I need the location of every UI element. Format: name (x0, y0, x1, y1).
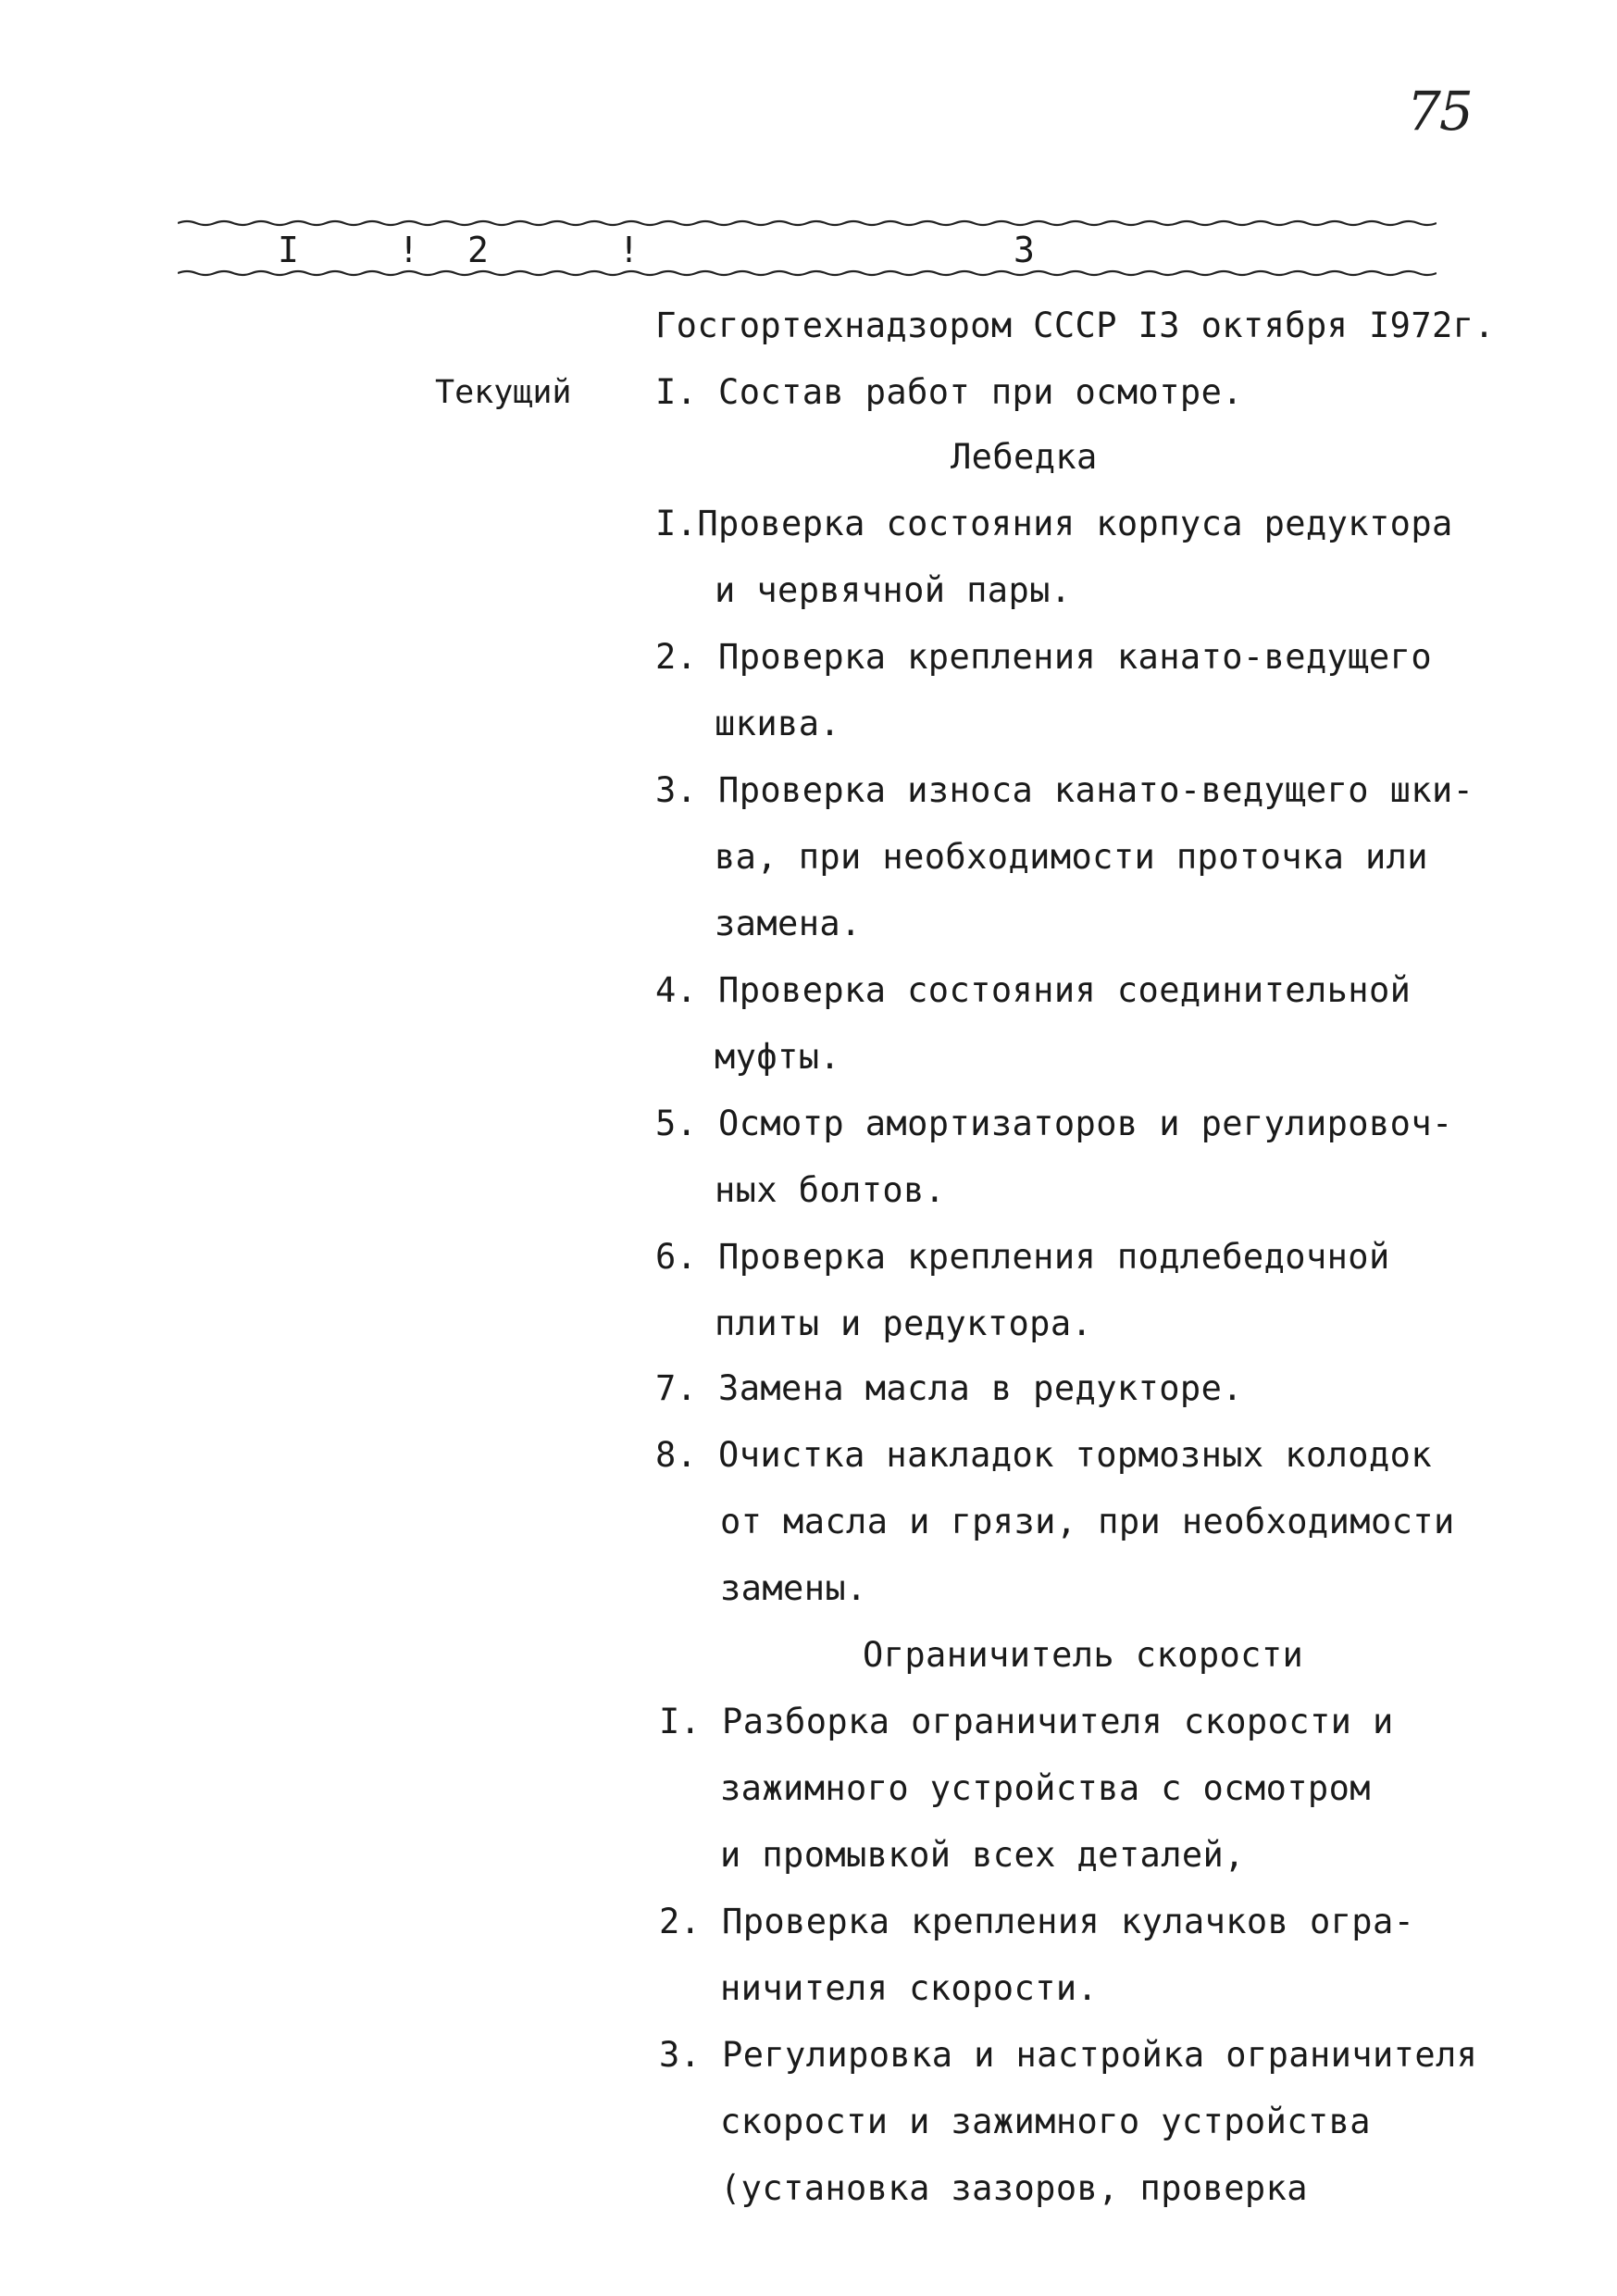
text-line: Госгортехнадзором СССР I3 октября I972г. (655, 306, 1496, 345)
header-separator-1: ! (398, 230, 419, 270)
list-item-continuation: ва, при необходимости проточка или (715, 837, 1428, 877)
header-col-1: I (278, 230, 299, 270)
list-item-continuation: ных болтов. (715, 1170, 946, 1210)
header-bottom-rule (178, 268, 1437, 278)
list-item: 3. Проверка износа канато-ведущего шки- (655, 770, 1474, 810)
header-col-3: 3 (1014, 230, 1035, 270)
page-number: 75 (1407, 80, 1472, 143)
list-item-continuation: от масла и грязи, при необходимости (720, 1502, 1455, 1541)
list-item: 4. Проверка состояния соединительной (655, 970, 1412, 1010)
list-item: 8. Очистка накладок тормозных колодок (655, 1435, 1433, 1475)
list-item-continuation: замена. (715, 904, 862, 943)
list-item: I.Проверка состояния корпуса редуктора (655, 504, 1453, 543)
list-item: 2. Проверка крепления кулачков огра- (659, 1902, 1415, 1941)
list-item: 3. Регулировка и настройка ограничителя (659, 2035, 1478, 2075)
list-item: 2. Проверка крепления канато-ведущего (655, 637, 1433, 677)
list-item-continuation: (установка зазоров, проверка (720, 2168, 1308, 2208)
text-line: I. Состав работ при осмотре. (655, 372, 1243, 412)
list-item-continuation: зажимного устройства с осмотром (720, 1768, 1371, 1808)
list-item-continuation: ничителя скорости. (720, 1968, 1099, 2008)
list-item: 5. Осмотр амортизаторов и регулировоч- (655, 1104, 1453, 1143)
list-item-continuation: и промывкой всех деталей, (720, 1835, 1245, 1875)
section-heading-speed-limiter: Ограничитель скорости (863, 1635, 1304, 1675)
list-item-continuation: замены. (720, 1568, 867, 1608)
section-heading-winch: Лебедка (951, 437, 1098, 477)
list-item: 7. Замена масла в редукторе. (655, 1368, 1243, 1408)
list-item-continuation: плиты и редуктора. (715, 1304, 1093, 1343)
header-separator-2: ! (618, 230, 640, 270)
list-item: I. Разборка ограничителя скорости и (659, 1702, 1394, 1741)
list-item-continuation: скорости и зажимного устройства (720, 2102, 1371, 2141)
list-item-continuation: муфты. (715, 1037, 841, 1077)
header-col-2: 2 (467, 230, 489, 270)
list-item-continuation: шкива. (715, 704, 841, 743)
header-top-rule (178, 218, 1437, 228)
maintenance-type-label: Текущий (435, 374, 572, 411)
list-item-continuation: и червячной пары. (715, 570, 1072, 610)
list-item: 6. Проверка крепления подлебедочной (655, 1237, 1390, 1277)
